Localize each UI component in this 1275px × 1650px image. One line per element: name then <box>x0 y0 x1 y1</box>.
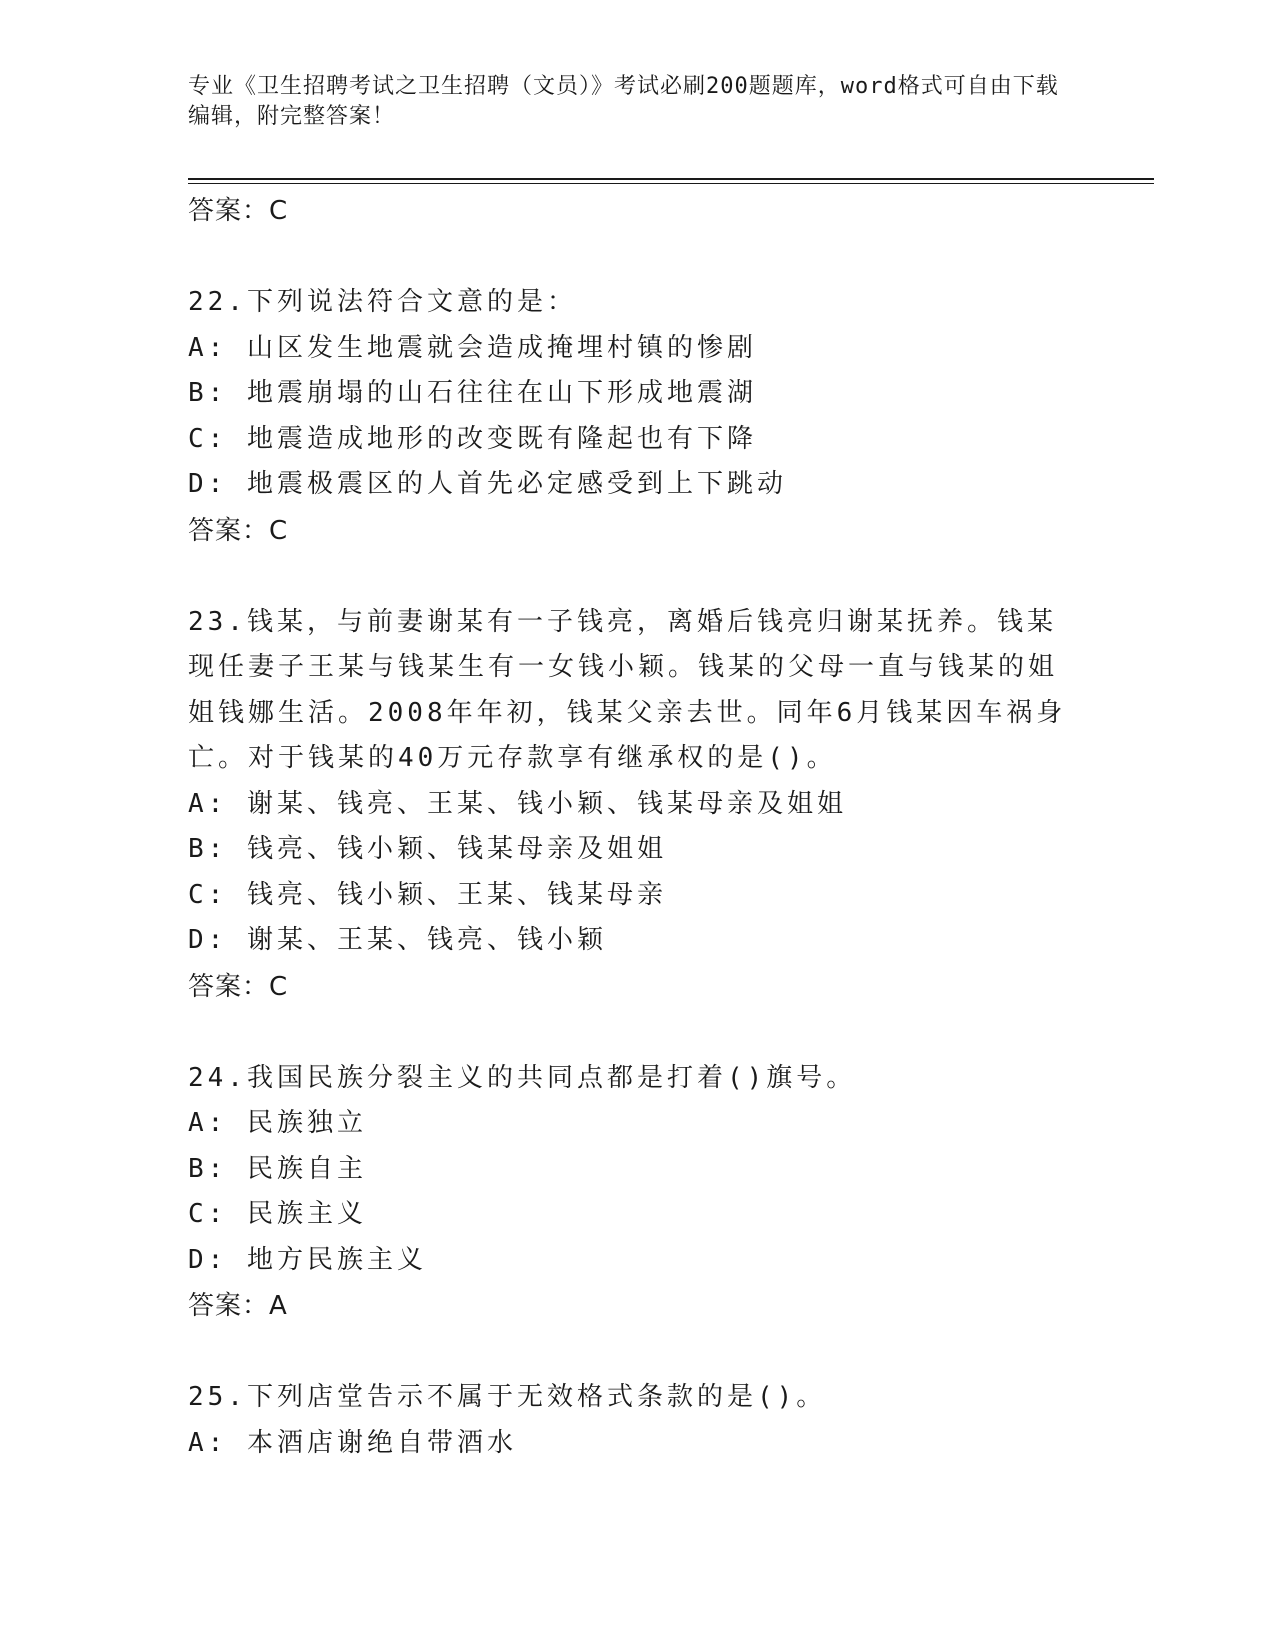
question-23 <box>188 600 1088 1010</box>
header-rule-thick <box>188 178 1154 180</box>
option-b: B: 钱亮、钱小颖、钱某母亲及姐姐 <box>188 834 667 864</box>
header-rule-thin <box>188 183 1154 184</box>
option-d: D: 谢某、王某、钱亮、钱小颖 <box>188 925 607 955</box>
option-b: B: 民族自主 <box>188 1153 367 1184</box>
option-a: A: 民族独立 <box>188 1108 367 1138</box>
answer-line: 答案：A <box>188 1291 288 1321</box>
question-22 <box>188 280 1088 554</box>
option-a: A: 本酒店谢绝自带酒水 <box>188 1427 517 1458</box>
answer-line: 答案：C <box>188 196 289 226</box>
option-a: A: 谢某、钱亮、王某、钱小颖、钱某母亲及姐姐 <box>188 788 847 819</box>
option-d: D: 地震极震区的人首先必定感受到上下跳动 <box>188 469 787 499</box>
option-b: B: 地震崩塌的山石往往在山下形成地震湖 <box>188 378 757 408</box>
answer-line: 答案：C <box>188 971 289 1002</box>
question-stem: 24.我国民族分裂主义的共同点都是打着()旗号。 <box>188 1062 857 1093</box>
question-stem: 23.钱某，与前妻谢某有一子钱亮，离婚后钱亮归谢某抚养。钱某现任妻子王某与钱某生有一女钱小颖。钱某的父母一直与钱某的姐姐钱娜生活。2008年年初，钱某父亲去世。同年6月钱某因车祸身亡。对于钱某的40万元存款享有继承权的是()。 <box>188 606 1067 773</box>
question-list <box>188 188 1088 1466</box>
option-a: A: 山区发生地震就会造成掩埋村镇的惨剧 <box>188 332 757 363</box>
option-d: D: 地方民族主义 <box>188 1244 427 1275</box>
document-header: 专业《卫生招聘考试之卫生招聘（文员）》考试必刷200题题库，word格式可自由下载编辑，附完整答案！ <box>188 74 1059 129</box>
question-24 <box>188 1056 1088 1330</box>
option-c: C: 民族主义 <box>188 1199 367 1229</box>
answer-line: 答案：C <box>188 515 289 546</box>
question-stem: 22.下列说法符合文意的是： <box>188 287 577 317</box>
question-25 <box>188 1375 1088 1466</box>
option-c: C: 钱亮、钱小颖、王某、钱某母亲 <box>188 879 667 910</box>
option-c: C: 地震造成地形的改变既有隆起也有下降 <box>188 423 757 454</box>
question-stem: 25.下列店堂告示不属于无效格式条款的是()。 <box>188 1382 827 1412</box>
